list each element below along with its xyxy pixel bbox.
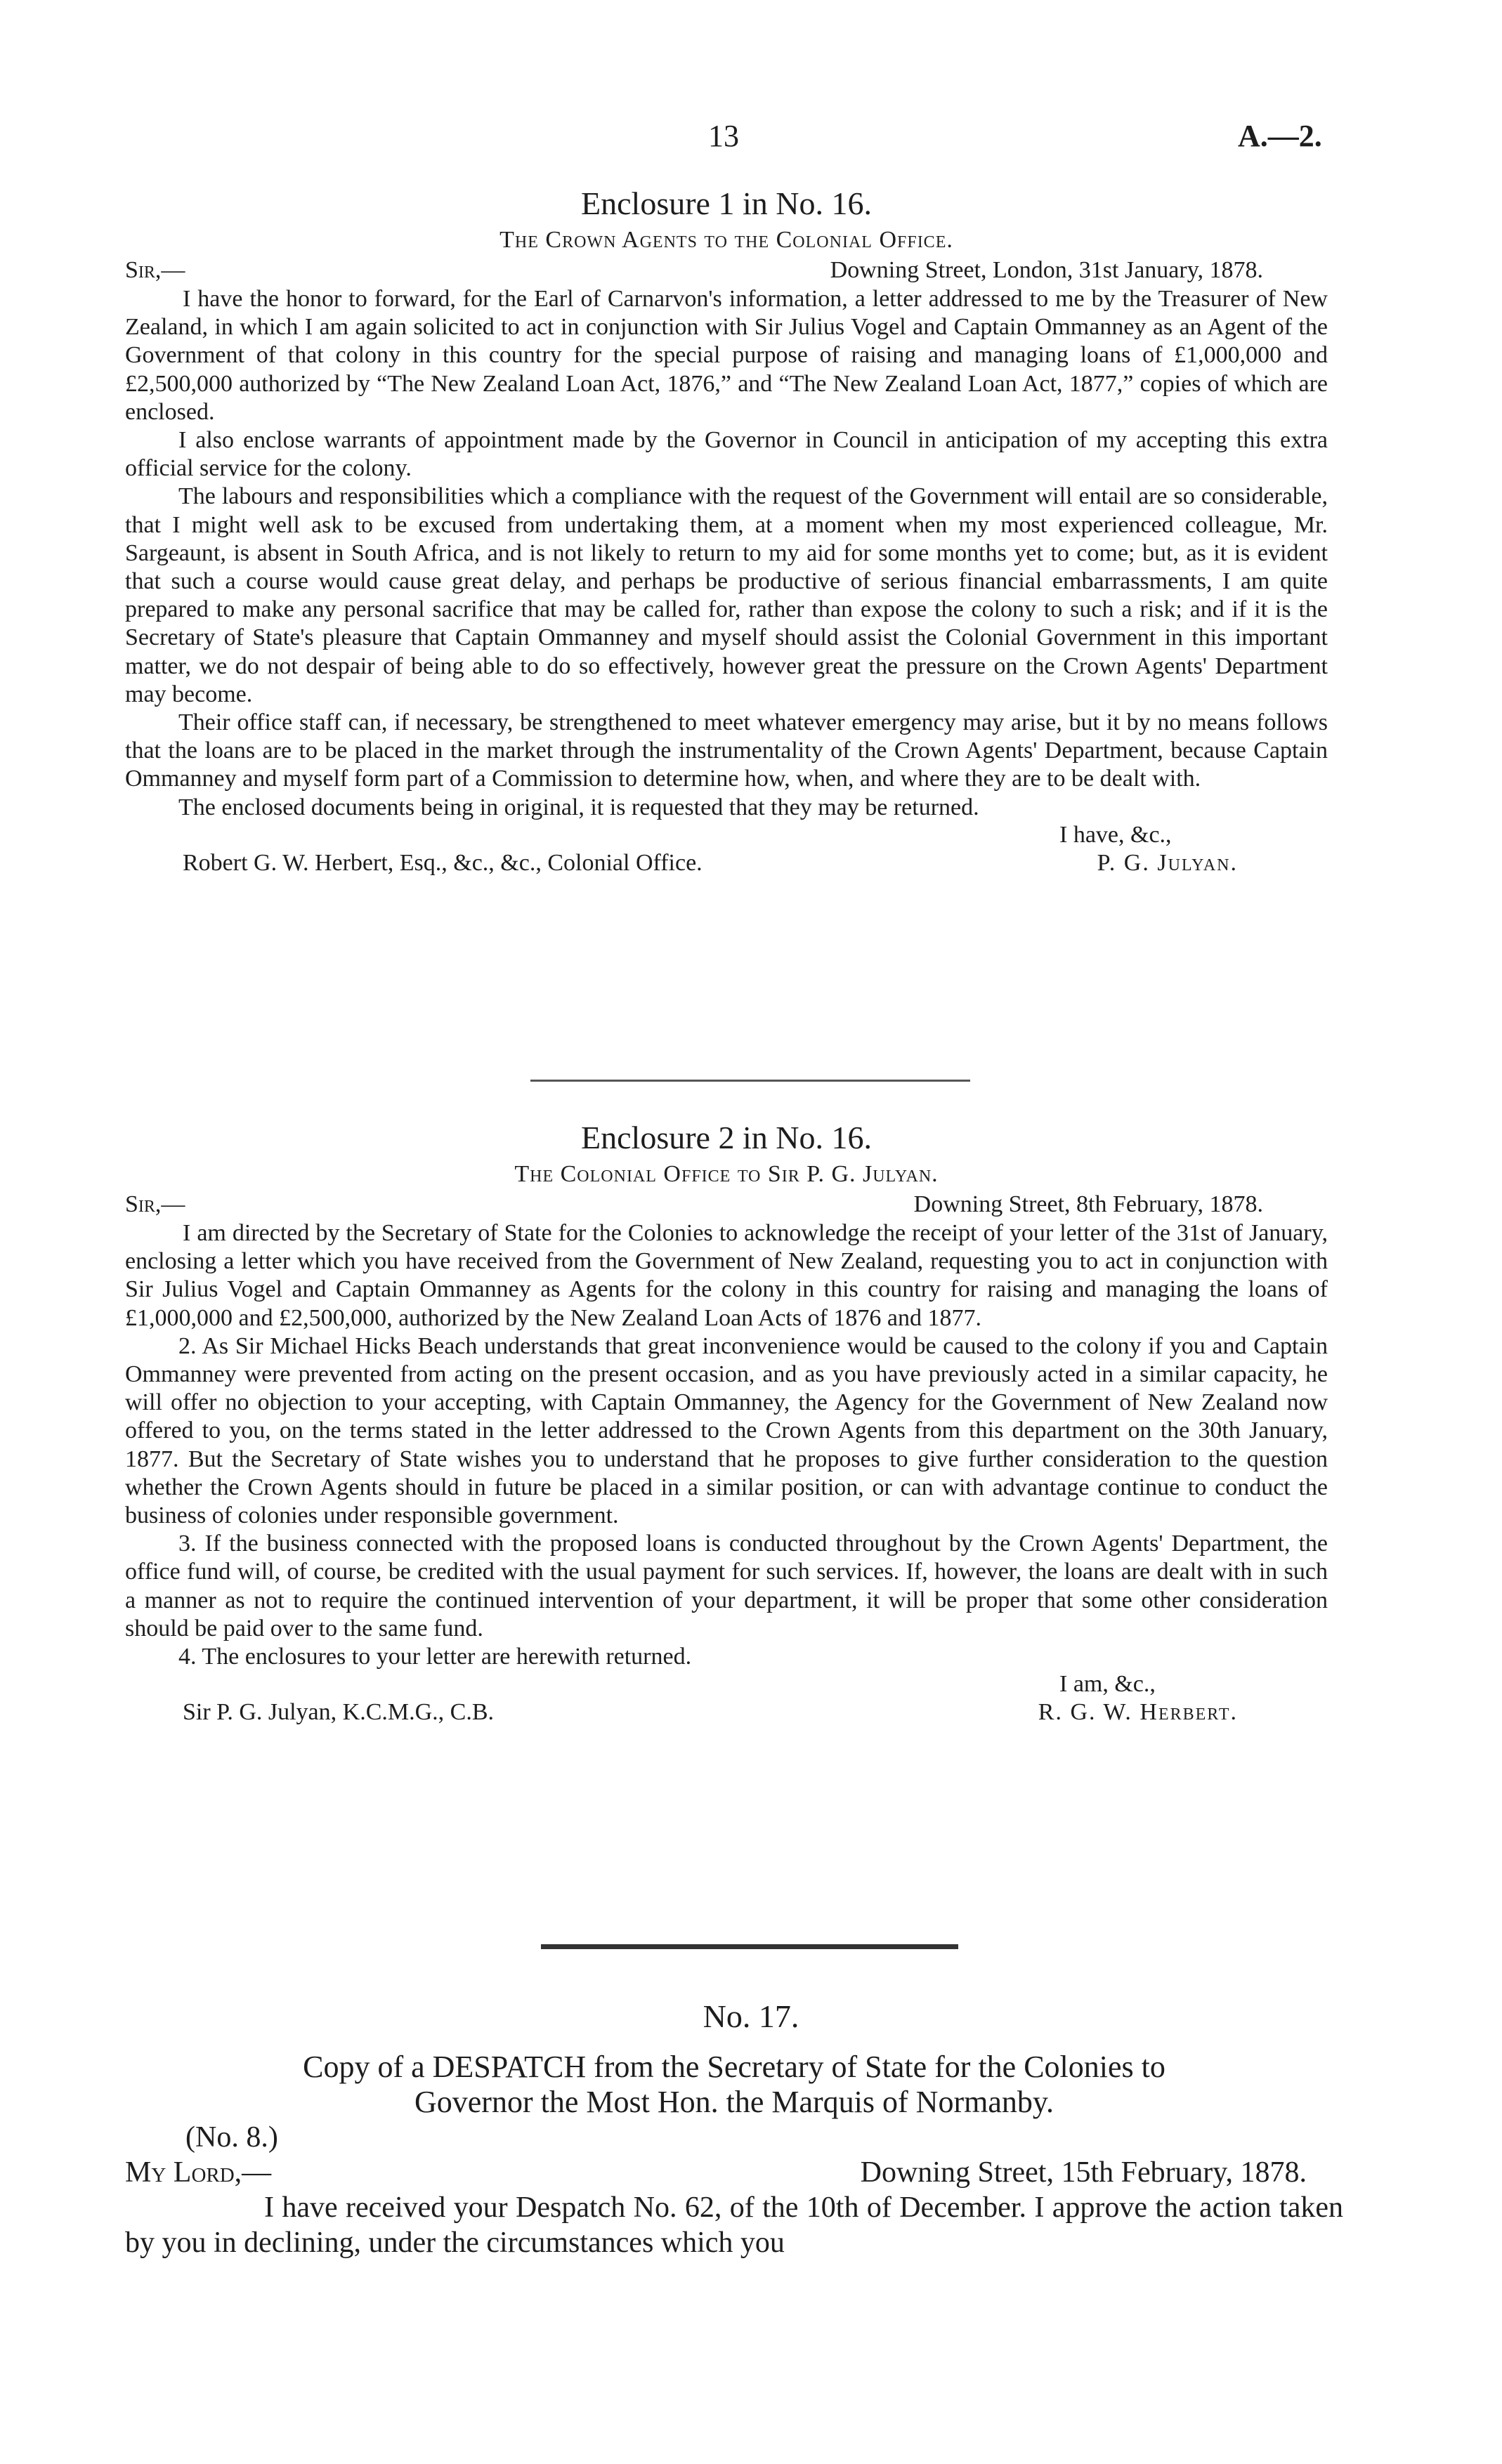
paragraph: 4. The enclosures to your letter are herewith returned. — [178, 1644, 692, 1670]
paragraph: I have the honor to forward, for the Earl of Carnarvon's information, a letter addressed to me by the Treasurer of New Zealand, in which I am again solicited to act in conjunction with Sir Julius Vogel and Captain Ommanney as an Agent of the Government of that colony in this country for the special purpose of raising and managing loans of £1,000,000 and £2,500,000 authorized by “The New Zealand Loan Act, 1876,” and “The New Zealand Loan Act, 1877,” copies of which are enclosed. — [125, 286, 1328, 425]
enclosure-1-heading-row — [125, 256, 1328, 285]
salutation: My Lord,— — [125, 2156, 272, 2189]
closing-text: I am, &c., — [1059, 1671, 1156, 1698]
despatch-number-row — [125, 2120, 1343, 2155]
signature: P. G. Julyan. — [1097, 849, 1238, 876]
despatch-no-17 — [125, 2050, 1343, 2260]
document-reference: A.—2. — [1238, 119, 1322, 153]
enclosure-2-heading-row — [125, 1190, 1328, 1219]
paragraph: I also enclose warrants of appointment made by the Governor in Council in anticipation of my accepting this extra official service for the colony. — [125, 427, 1328, 482]
section-divider-thick — [541, 1944, 958, 1949]
place-date: Downing Street, London, 31st January, 1878. — [830, 257, 1263, 283]
section-divider — [530, 1080, 970, 1082]
closing — [125, 822, 1328, 848]
place-date: Downing Street, 15th February, 1878. — [860, 2156, 1307, 2189]
signature: R. G. W. Herbert. — [1038, 1699, 1238, 1726]
paragraph: 3. If the business connected with the proposed loans is conducted throughout by the Crown Agents' Department, the office fund will, of course, be credited with the usual payment for such services. If, however, the loans are dealt with in such a manner as not to require the continued intervention of your department, it will be proper that some other consideration should be paid over to the same fund. — [125, 1531, 1328, 1641]
paragraph: Their office staff can, if necessary, be strengthened to meet whatever emergency may arise, but it by no means follows that the loans are to be placed in the market through the instrumentality of the Crown Agents' Department, because Captain Ommanney and myself form part of a Commission to determine how, when, and where they are to be dealt with. — [125, 709, 1328, 792]
despatch-heading-row — [125, 2155, 1343, 2190]
despatch-title-line-2: Governor the Most Hon. the Marquis of Normanby. — [414, 2085, 1054, 2119]
addressee: Robert G. W. Herbert, Esq., &c., &c., Colonial Office. — [183, 849, 703, 876]
signature-row — [125, 848, 1328, 878]
enclosure-1-title: Enclosure 1 in No. 16. — [581, 185, 872, 221]
despatch-title-line-1: Copy of a DESPATCH from the Secretary of State for the Colonies to — [303, 2050, 1165, 2084]
enclosure-2-title: Enclosure 2 in No. 16. — [581, 1120, 872, 1155]
enclosure-1 — [125, 184, 1328, 878]
paragraph: I am directed by the Secretary of State for the Colonies to acknowledge the receipt of your letter of the 31st of January, enclosing a letter which you have received from the Government of New Zealand, requesting you to act in conjunction with Sir Julius Vogel and Captain Ommanney as Agents for the colony in this country for raising and managing the loans of £1,000,000 and £2,500,000, authorized by the New Zealand Loan Acts of 1876 and 1877. — [125, 1220, 1328, 1331]
enclosure-1-subtitle: The Crown Agents to the Colonial Office. — [499, 227, 953, 253]
salutation: Sir,— — [125, 1191, 185, 1217]
paragraph: The labours and responsibilities which a compliance with the request of the Government will entail are so considerable, that I might well ask to be excused from undertaking them, at a moment when my most experienced colleague, Mr. Sargeaunt, is absent in South Africa, and is not likely to return to my aid for some months yet to come; but, as it is evident that such a course would cause great delay, and perhaps be productive of serious financial embarrassments, I am quite prepared to make any personal sacrifice that may be called for, rather than expose the colony to such a risk; and if it is the Secretary of State's pleasure that Captain Ommanney and myself should assist the Colonial Government in this important matter, we do not despair of being able to do so effectively, however great the pressure on the Crown Agents' Department may become. — [125, 483, 1328, 707]
addressee: Sir P. G. Julyan, K.C.M.G., C.B. — [183, 1699, 495, 1726]
closing-text: I have, &c., — [1059, 821, 1172, 848]
salutation: Sir,— — [125, 257, 185, 283]
paragraph: The enclosed documents being in original, it is requested that they may be returned. — [178, 794, 979, 820]
place-date: Downing Street, 8th February, 1878. — [913, 1191, 1263, 1217]
page-header — [0, 118, 1502, 160]
signature-row — [125, 1698, 1328, 1727]
closing — [125, 1671, 1328, 1698]
enclosure-2-subtitle: The Colonial Office to Sir P. G. Julyan. — [514, 1161, 939, 1187]
paragraph: 2. As Sir Michael Hicks Beach understands that great inconvenience would be caused to the colony if you and Captain Ommanney were prevented from acting on the present occasion, and as you have previously acted in a similar capacity, he will offer no objection to your accepting, with Captain Ommanney, the Agency for the Government of New Zealand now offered to you, on the terms stated in the letter addressed to the Crown Agents from this department on the 30th January, 1877. But the Secretary of State wishes you to understand that he proposes to give further consideration to the question whether the Crown Agents should in future be placed in a similar position, or can with advantage continue to conduct the business of colonies under responsible government. — [125, 1332, 1328, 1529]
no-17-heading: No. 17. — [703, 1998, 799, 2034]
page-number: 13 — [708, 119, 739, 153]
paragraph: I have received your Despatch No. 62, of the 10th of December. I approve the action taken by you in declining, under the circumstances which you — [125, 2191, 1343, 2259]
despatch-number: (No. 8.) — [185, 2121, 278, 2154]
enclosure-2 — [125, 1118, 1328, 1727]
